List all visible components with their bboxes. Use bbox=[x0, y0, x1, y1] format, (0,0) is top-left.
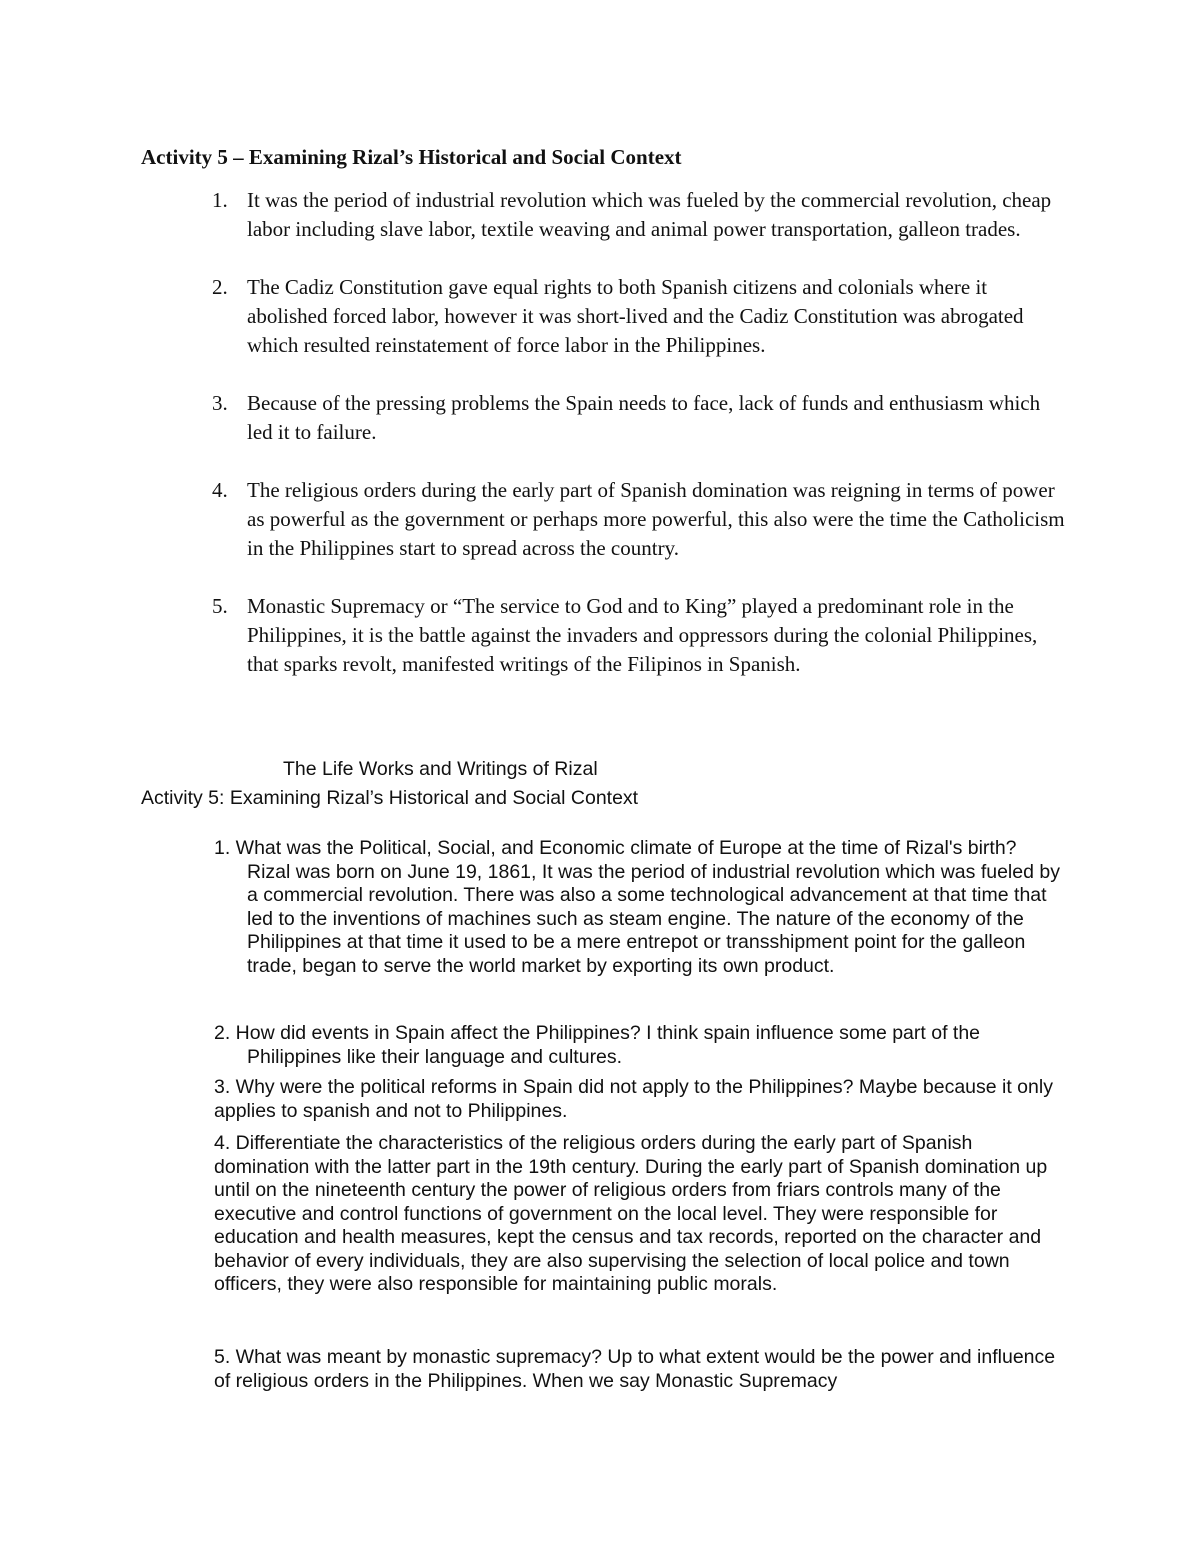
list-item-text: Monastic Supremacy or “The service to God and to King” played a predominant role in the Philippines, it is the battle against the invaders and oppressors during the colonial Philippines, that sparks revolt, manifested writings of the Filipinos in Spanish. bbox=[247, 594, 1038, 676]
list-item-number: 3. bbox=[212, 391, 228, 415]
question-answer-5: 5. What was meant by monastic supremacy? Up to what extent would be the power and influence of religious orders in the Philippines. When we say Monastic Supremacy bbox=[214, 1346, 1056, 1392]
list-item-text: The religious orders during the early part of Spanish domination was reigning in terms of power as powerful as the government or perhaps more powerful, this also were the time the Catholicism in the Philippines start to spread across the country. bbox=[247, 478, 1065, 560]
question-answer-3: 3. Why were the political reforms in Spain did not apply to the Philippines? Maybe because it only applies to spanish and not to Philippines. bbox=[214, 1076, 1053, 1122]
activity-title: Activity 5 – Examining Rizal’s Historical and Social Context bbox=[141, 145, 682, 169]
course-subtitle: The Life Works and Writings of Rizal bbox=[283, 758, 598, 780]
list-item bbox=[141, 476, 1071, 563]
list-item-text: It was the period of industrial revolution which was fueled by the commercial revolution, cheap labor including slave labor, textile weaving and animal power transportation, galleon trades. bbox=[247, 188, 1052, 241]
list-item-number: 1. bbox=[212, 188, 228, 212]
list-item bbox=[141, 186, 1071, 244]
list-item bbox=[141, 389, 1071, 447]
activity-heading: Activity 5: Examining Rizal’s Historical and Social Context bbox=[141, 787, 639, 809]
question-answer-4: 4. Differentiate the characteristics of the religious orders during the early part of Spanish domination with the latter part in the 19th century. During the early part of Spanish domination up until on the nineteenth century the power of religious orders from friars controls many of the executive and control functions of government on the local level. They were responsible for education and health measures, kept the census and tax records, reported on the character and behavior of every individuals, they are also supervising the selection of local police and town officers, they were also responsible for maintaining public morals. bbox=[214, 1132, 1048, 1295]
question-answer-2: 2. How did events in Spain affect the Philippines? I think spain influence some part of the Philippines like their language and cultures. bbox=[214, 1022, 981, 1068]
list-item-text: The Cadiz Constitution gave equal rights to both Spanish citizens and colonials where it abolished forced labor, however it was short-lived and the Cadiz Constitution was abrogated which resulted reinstatement of force labor in the Philippines. bbox=[247, 275, 1024, 357]
list-item-number: 5. bbox=[212, 594, 228, 618]
question-answer-1: 1. What was the Political, Social, and Economic climate of Europe at the time of Rizal's birth? Rizal was born on June 19, 1861, It was the period of industrial revolution which was fueled by a commercial revolution. There was also a some technological advancement at that time that led to the inventions of machines such as steam engine. The nature of the economy of the Philippines at that time it used to be a mere entrepot or transshipment point for the galleon trade, began to serve the world market by exporting its own product. bbox=[214, 837, 1060, 977]
list-item bbox=[141, 592, 1071, 679]
list-item-number: 2. bbox=[212, 275, 228, 299]
answer-list bbox=[141, 186, 1071, 708]
list-item-number: 4. bbox=[212, 478, 228, 502]
list-item-text: Because of the pressing problems the Spain needs to face, lack of funds and enthusiasm which led it to failure. bbox=[247, 391, 1041, 444]
list-item bbox=[141, 273, 1071, 360]
